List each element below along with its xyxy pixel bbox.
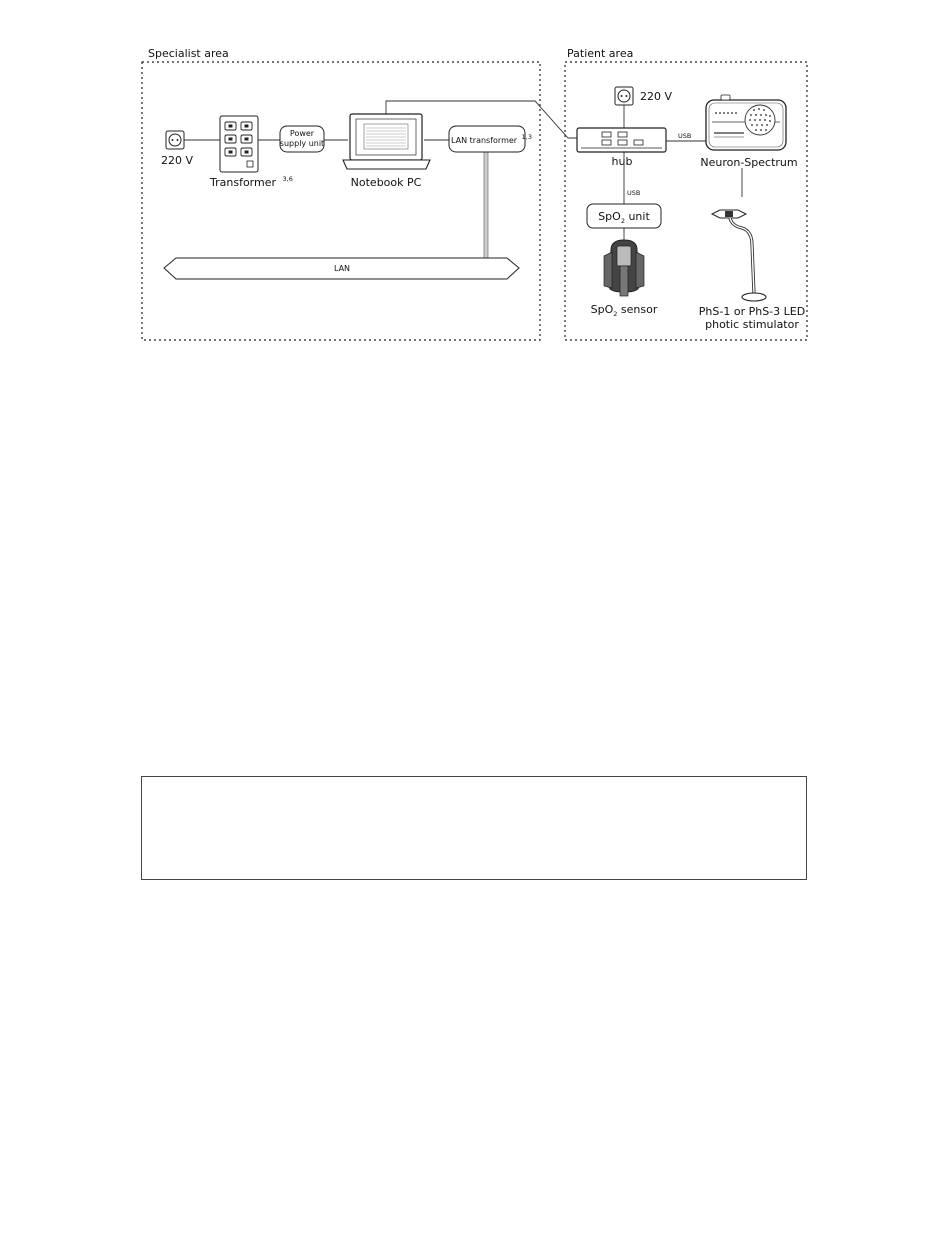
transformer-icon — [220, 116, 258, 172]
eeg-amplifier-icon — [706, 95, 786, 150]
socket-right-voltage: 220 V — [640, 90, 673, 103]
lan-label: LAN — [333, 264, 351, 273]
photic-stimulator-lamp-icon — [712, 210, 766, 301]
specialist-area-title: Specialist area — [148, 47, 229, 60]
spo2-sensor-label: SpO$_2$ sensor — [590, 303, 658, 318]
usb-hub-icon — [577, 128, 666, 152]
patient-area-title: Patient area — [567, 47, 634, 60]
socket-left-voltage: 220 V — [161, 154, 194, 167]
transformer-label: Transformer $^{3,6}$ — [210, 175, 293, 189]
usb-label-hub-spo2: USB — [627, 189, 641, 197]
connection-diagram — [0, 0, 950, 360]
neuron-spectrum-label: Neuron-Spectrum — [700, 156, 798, 169]
spo2-unit-label: SpO$_2$ unit — [598, 210, 650, 225]
usb-label-hub-device: USB — [678, 132, 692, 140]
power-socket-icon — [166, 131, 184, 149]
notebook-label: Notebook PC — [350, 176, 422, 189]
notes-box — [141, 776, 807, 880]
specialist-area-frame — [142, 62, 540, 340]
pulse-oximeter-sensor-icon — [604, 240, 644, 296]
power-socket-icon — [615, 87, 633, 105]
hub-label: hub — [611, 155, 633, 168]
psu-label-line1: Power — [289, 129, 315, 138]
psu-label-line2: supply unit — [279, 139, 325, 148]
stimulator-label-line1: PhS-1 or PhS-3 LED — [698, 305, 806, 318]
lan-transformer-label: LAN transformer $^{1,3}$ — [451, 133, 532, 145]
stimulator-label-line2: photic stimulator — [705, 318, 799, 331]
lan-cable — [484, 152, 488, 258]
laptop-icon — [343, 114, 430, 169]
